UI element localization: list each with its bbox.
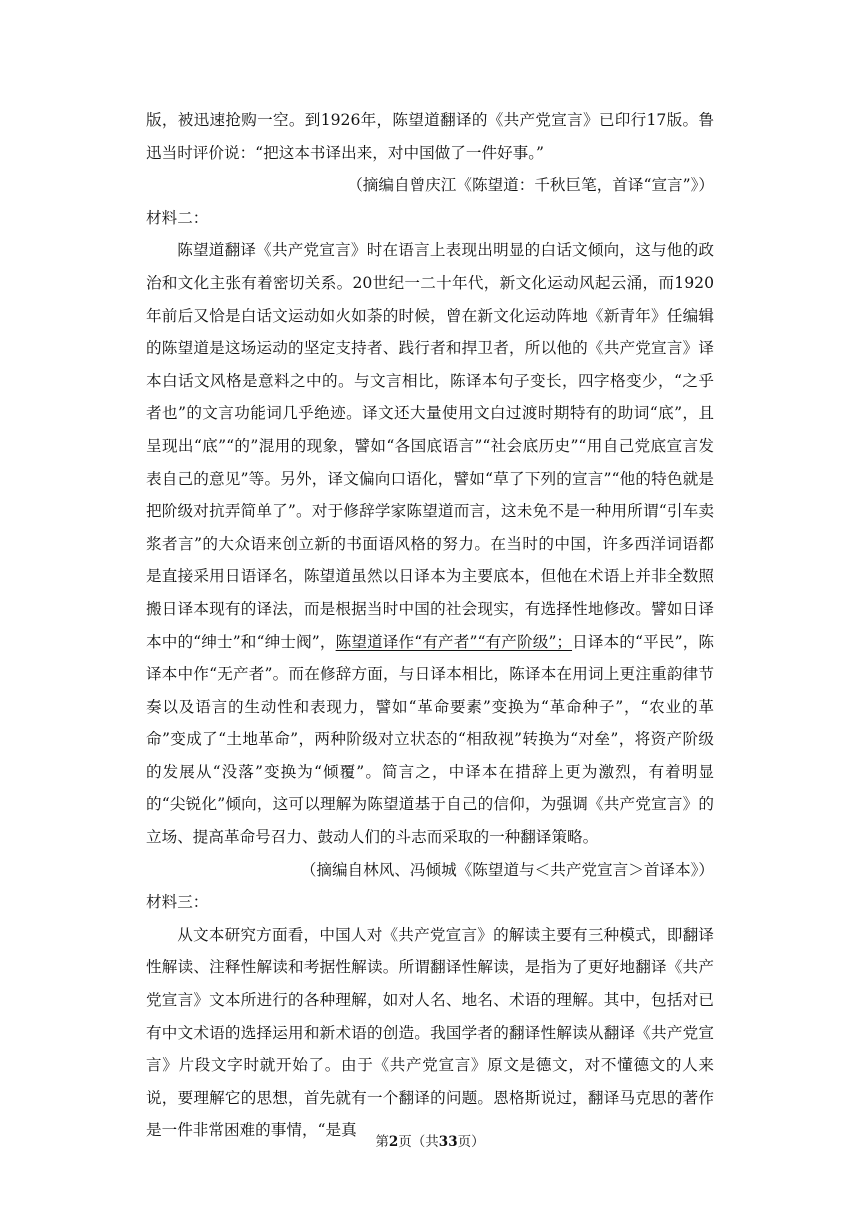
- material-3-paragraph: 从文本研究方面看，中国人对《共产党宣言》的解读主要有三种模式，即翻译性解读、注释性解读和考据性解读。所谓翻译性解读，是指为了更好地翻译《共产党宣言》文本所进行的各种理解，如对人名、地名、术语的理解。其中，包括对已有中文术语的选择运用和新术语的创造。我国学者的翻译性解读从翻译《共产党宣言》片段文字时就开始了。由于《共产党宣言》原文是德文，对不懂德文的人来说，要理解它的思想，首先就有一个翻译的问题。恩格斯说过，翻译马克思的著作是一件非常困难的事情，“是真: [146, 925, 714, 1140]
- material-2-paragraph: [146, 234, 714, 853]
- intro-source-citation: （摘编自曾庆江《陈望道：千秋巨笔，首译“宣言”》）: [347, 176, 714, 195]
- material-2-underlined-text: 陈望道译作“有产者”“有产阶级”；: [335, 632, 573, 651]
- page-footer: [0, 1132, 860, 1152]
- footer-suffix: 页）: [457, 1134, 485, 1150]
- intro-paragraph: 版，被迅速抢购一空。到1926年，陈望道翻译的《共产党宣言》已印行17版。鲁迅当时评价说：“把这本书译出来，对中国做了一件好事。”: [146, 111, 714, 162]
- footer-total-pages: 33: [438, 1134, 458, 1150]
- footer-page-number: 2: [388, 1134, 399, 1150]
- material-2-text-part-1: 陈望道翻译《共产党宣言》时在语言上表现出明显的白话文倾向，这与他的政治和文化主张有着密切关系。20世纪一二十年代，新文化运动风起云涌，而1920年前后又恰是白话文运动如火如荼的时候，曾在新文化运动阵地《新青年》任编辑的陈望道是这场运动的坚定支持者、践行者和捍卫者，所以他的《共产党宣言》译本白话文风格是意料之中的。与文言相比，陈译本句子变长，四字格变少，“之乎者也”的文言功能词几乎绝迹。译文还大量使用文白过渡时期特有的助词“底”，且呈现出“底”“的”混用的现象，譬如“各国底语言”“社会底历史”“用自己党底宣言发表自己的意见”等。另外，译文偏向口语化，譬如“草了下列的宣言”“他的特色就是把阶级对抗弄简单了”。对于修辞学家陈望道而言，这未免不是一种用所谓“引车卖浆者言”的大众语来创立新的书面语风格的努力。在当时的中国，许多西洋词语都是直接采用日语译名，陈望道虽然以日译本为主要底本，但他在术语上并非全数照搬日译本现有的译法，而是根据当时中国的社会现实，有选择性地修改。譬如日译本中的“绅士”和“绅士阀”，: [146, 241, 714, 651]
- footer-middle: 页（共: [398, 1134, 439, 1150]
- material-2-label: 材料二：: [146, 208, 209, 227]
- footer-prefix: 第: [375, 1134, 389, 1150]
- document-body: [146, 104, 714, 1147]
- material-2-text-part-2: 日译本的“平民”，陈译本中作“无产者”。而在修辞方面，与日译本相比，陈译本在用词上更注重韵律节奏以及语言的生动性和表现力，譬如“革命要素”变换为“革命种子”，“农业的革命”变成了“土地革命”，两种阶级对立状态的“相敌视”转换为“对垒”，将资产阶级的发展从“没落”变换为“倾覆”。简言之，中译本在措辞上更为激烈，有着明显的“尖锐化”倾向，这可以理解为陈望道基于自己的信仰，为强调《共产党宣言》的立场、提高革命号召力、鼓动人们的斗志而采取的一种翻译策略。: [146, 632, 715, 847]
- material-2-source-citation: （摘编自林风、冯倾城《陈望道与＜共产党宣言＞首译本》）: [300, 860, 714, 879]
- material-3-label: 材料三：: [146, 893, 209, 912]
